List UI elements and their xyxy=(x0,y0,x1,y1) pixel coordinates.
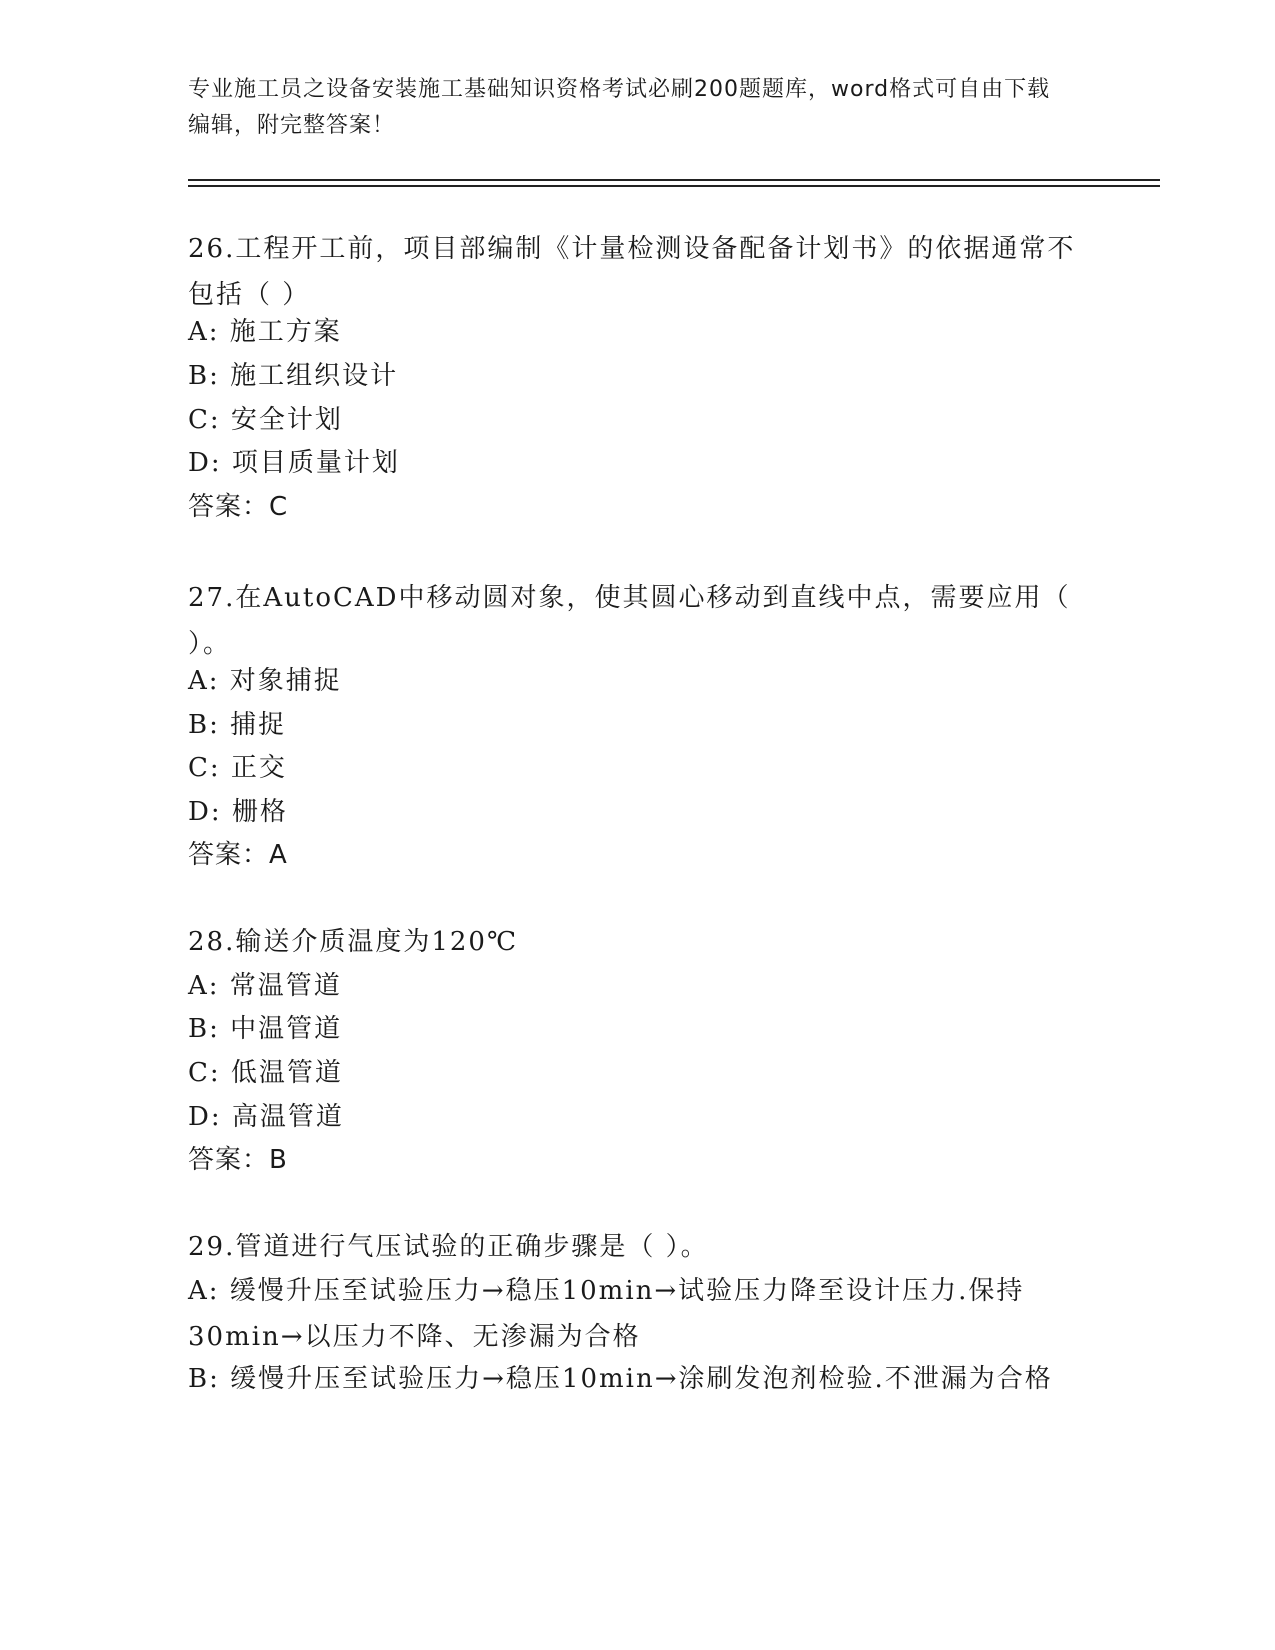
question-26-option-d: D: 项目质量计划 xyxy=(188,448,400,478)
question-26-answer: 答案：C xyxy=(188,492,289,522)
header-divider-top xyxy=(188,179,1160,181)
question-28-option-d: D: 高温管道 xyxy=(188,1102,344,1132)
question-28-option-c: C: 低温管道 xyxy=(188,1058,343,1088)
question-27-stem: 27.在AutoCAD中移动圆对象，使其圆心移动到直线中点，需要应用（ ）。 xyxy=(188,583,1071,659)
question-28-option-a: A: 常温管道 xyxy=(188,971,342,1001)
question-28-option-b: B: 中温管道 xyxy=(188,1014,343,1044)
header-divider-bottom xyxy=(188,185,1160,187)
question-27-answer: 答案：A xyxy=(188,840,288,870)
question-28-answer: 答案：B xyxy=(188,1145,288,1175)
question-28-stem: 28.输送介质温度为120℃ xyxy=(188,927,519,957)
question-26-stem: 26.工程开工前，项目部编制《计量检测设备配备计划书》的依据通常不包括（ ） xyxy=(188,234,1076,310)
question-27-option-a: A: 对象捕捉 xyxy=(188,666,342,696)
question-29-option-b: B: 缓慢升压至试验压力→稳压10min→涂刷发泡剂检验.不泄漏为合格 xyxy=(188,1364,1053,1394)
document-header: 专业施工员之设备安装施工基础知识资格考试必刷200题题库，word格式可自由下载编辑，附完整答案！ xyxy=(188,77,1051,138)
question-26-option-a: A: 施工方案 xyxy=(188,317,342,347)
question-26-option-b: B: 施工组织设计 xyxy=(188,361,399,391)
question-29-stem: 29.管道进行气压试验的正确步骤是（ ）。 xyxy=(188,1232,709,1262)
question-26-option-c: C: 安全计划 xyxy=(188,405,343,435)
question-27-option-d: D: 栅格 xyxy=(188,797,288,827)
question-27-option-c: C: 正交 xyxy=(188,753,287,783)
question-29-option-a: A: 缓慢升压至试验压力→稳压10min→试验压力降至设计压力.保持30min→以压力不降、无渗漏为合格 xyxy=(188,1276,1025,1352)
question-27-option-b: B: 捕捉 xyxy=(188,710,287,740)
